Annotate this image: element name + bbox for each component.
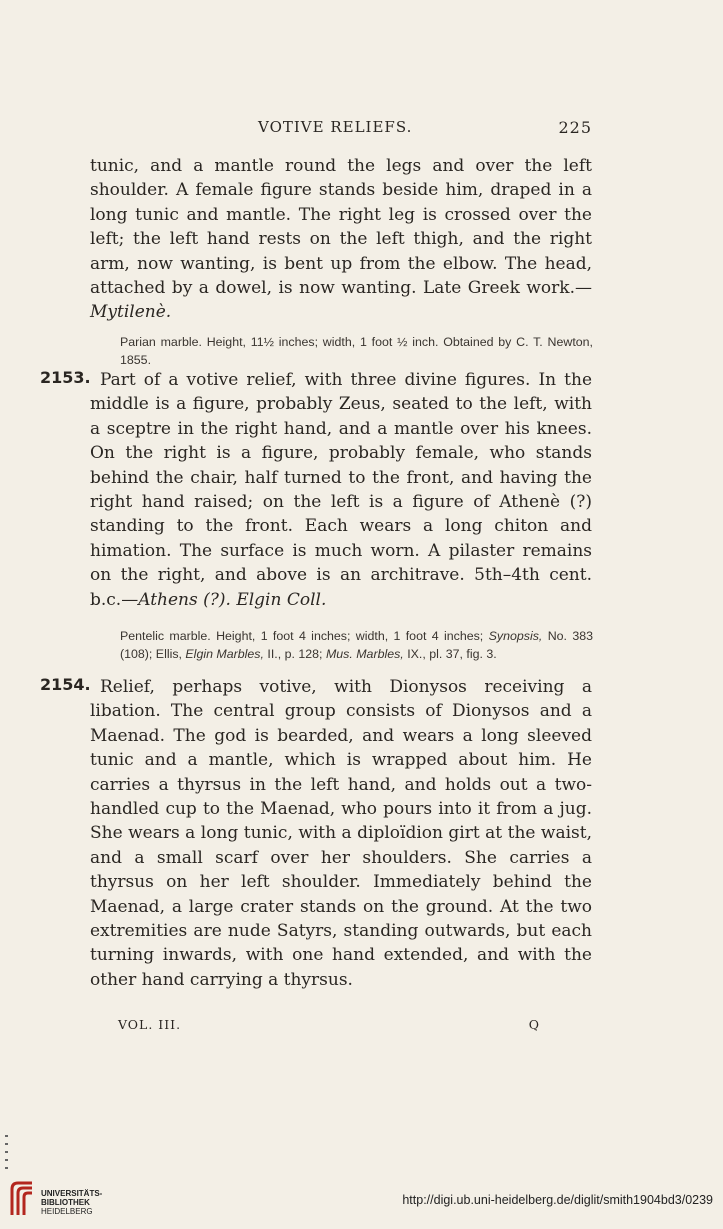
edge-marks [5,1135,8,1175]
entry-collection: Elgin Coll. [236,589,327,610]
note-text: II., p. 128; [263,647,326,661]
entry-text: Part of a votive relief, with three divine figures. In the middle is a figure, probably Zeus, seated to the left, with a sceptre in the right hand, and a mantle over his knees. On the right is a figure, probably female, who stands behind the chair, half turned to the front, and having the right hand raised; on the left is a figure of Athenè (?) standing to the front. Each wears a long chiton and himation. The surface is much worn. A pilaster remains on the right, and above is an architrave. 5th–4th cent. b.c.— [90,370,592,610]
library-name-line: UNIVERSITÄTS- [41,1189,103,1198]
entry-number: 2153. [40,368,91,387]
note-ref-elgin-marbles: Elgin Marbles, [185,647,264,661]
note-ref-synopsis: Synopsis, [488,629,543,643]
running-title: VOTIVE RELIEFS. [258,118,413,136]
material-note-2 [120,627,593,663]
material-note-1: Parian marble. Height, 11½ inches; width, 1 foot ½ inch. Obtained by C. T. Newton, 1855. [120,335,593,367]
note-text: No. 383 (108); Ellis, [120,629,593,661]
continued-text: tunic, and a mantle round the legs and over the left shoulder. A female figure stands beside him, draped in a long tunic and mantle. The right leg is crossed over the left; the left hand rests on the left thigh, and the right arm, now wanting, is bent up from the elbow. The head, attached by a dowel, is now wanting. Late Greek work.— [90,156,592,299]
source-url-link[interactable]: http://digi.ub.uni-heidelberg.de/diglit/smith1904bd3/0239 [402,1193,713,1207]
catalogue-entry-2153 [40,368,592,612]
note-text: IX., pl. 37, fig. 3. [403,647,497,661]
library-logo[interactable] [8,1181,168,1221]
continued-paragraph [90,154,592,325]
note-ref-mus-marbles: Mus. Marbles, [325,647,404,661]
library-emblem-icon [8,1181,36,1217]
note-text: Pentelic marble. Height, 1 foot 4 inches; width, 1 foot 4 inches; [120,629,489,643]
catalogue-entry-2154 [40,675,592,992]
library-name-line: BIBLIOTHEK [41,1198,90,1207]
entry-place: Athens (?). [138,589,231,610]
signature-mark: Q [528,1017,540,1032]
library-name [41,1189,102,1216]
page-footer [118,1017,540,1032]
running-head [90,118,592,140]
page-number: 225 [558,118,592,137]
volume-label: VOL. III. [118,1017,182,1032]
library-name-line: HEIDELBERG [41,1207,93,1216]
entry-body: Relief, perhaps votive, with Dionysos receiving a libation. The central group consists of Dionysos and a Maenad. The god is bearded, and wears a long sleeved tunic and a mantle, which is wrapped about him. He carries a thyrsus in the left hand, and holds out a two-handled cup to the Maenad, who pours into it from a jug. She wears a long tunic, with a diploïdion girt at the waist, and a small scarf over her shoulders. She carries a thyrsus on her left shoulder. Immediately behind the Maenad, a large crater stands on the ground. At the two extremities are nude Satyrs, standing outwards, but each turning inwards, with one hand extended, and with the other hand carrying a thyrsus. [90,677,592,990]
provenance-place: Mytilenè. [90,302,172,323]
entry-body [90,368,592,612]
entry-number: 2154. [40,675,91,694]
